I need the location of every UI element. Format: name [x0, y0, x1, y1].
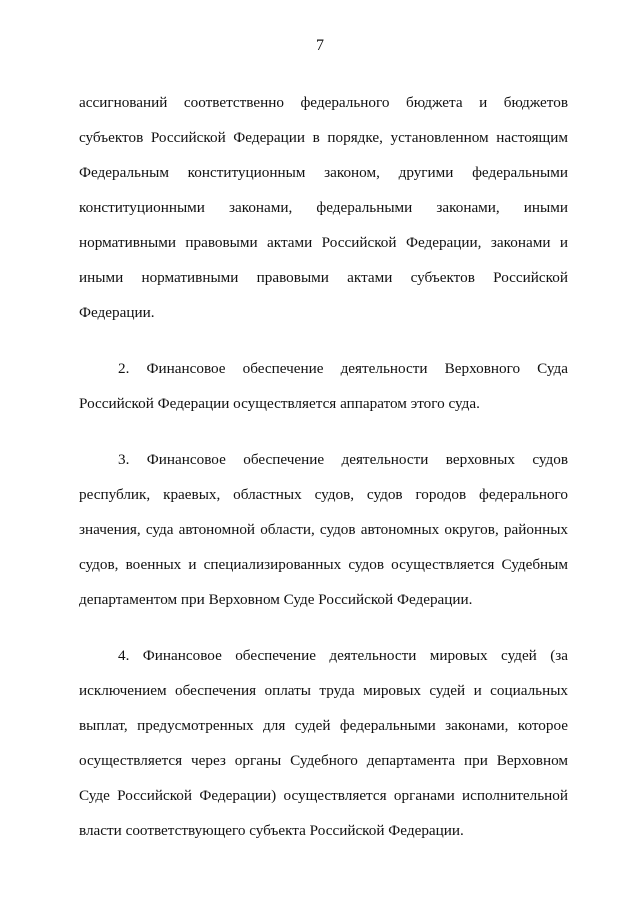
paragraph-item-4 [79, 638, 568, 848]
paragraph-spacer [79, 330, 568, 351]
text-line: значения, суда автономной области, судов автономных округов, районных [79, 521, 568, 538]
text-line: власти соответствующего субъекта Российской Федерации. [79, 822, 464, 839]
text-line: конституционными законами, федеральными законами, иными [79, 199, 568, 216]
text-line: исключением обеспечения оплаты труда мировых судей и социальных [79, 682, 568, 699]
text-line: осуществляется через органы Судебного департамента при Верховном [79, 752, 568, 769]
text-line: иными нормативными правовыми актами субъектов Российской [79, 269, 568, 286]
text-line: судов, военных и специализированных судов осуществляется Судебным [79, 556, 568, 573]
paragraph-spacer [79, 421, 568, 442]
text-line: Суде Российской Федерации) осуществляется органами исполнительной [79, 787, 568, 804]
text-line: Федеральным конституционным законом, другими федеральными [79, 164, 568, 181]
paragraph-item-3 [79, 442, 568, 617]
paragraph-spacer [79, 617, 568, 638]
text-line: субъектов Российской Федерации в порядке, установленном настоящим [79, 129, 568, 146]
text-line: Федерации. [79, 304, 155, 321]
text-line: департаментом при Верховном Суде Российской Федерации. [79, 591, 473, 608]
paragraph-continuation [79, 85, 568, 330]
text-line: нормативными правовыми актами Российской Федерации, законами и [79, 234, 568, 251]
text-line: ассигнований соответственно федерального бюджета и бюджетов [79, 94, 568, 111]
text-line: выплат, предусмотренных для судей федеральными законами, которое [79, 717, 568, 734]
text-line: 4. Финансовое обеспечение деятельности мировых судей (за [118, 647, 568, 664]
text-line: 2. Финансовое обеспечение деятельности Верховного Суда [118, 360, 568, 377]
text-line: 3. Финансовое обеспечение деятельности верховных судов [118, 451, 568, 468]
page-number: 7 [316, 37, 324, 54]
text-line: Российской Федерации осуществляется аппаратом этого суда. [79, 395, 480, 412]
paragraph-item-2 [79, 351, 568, 421]
document-body [79, 85, 568, 848]
text-line: республик, краевых, областных судов, судов городов федерального [79, 486, 568, 503]
